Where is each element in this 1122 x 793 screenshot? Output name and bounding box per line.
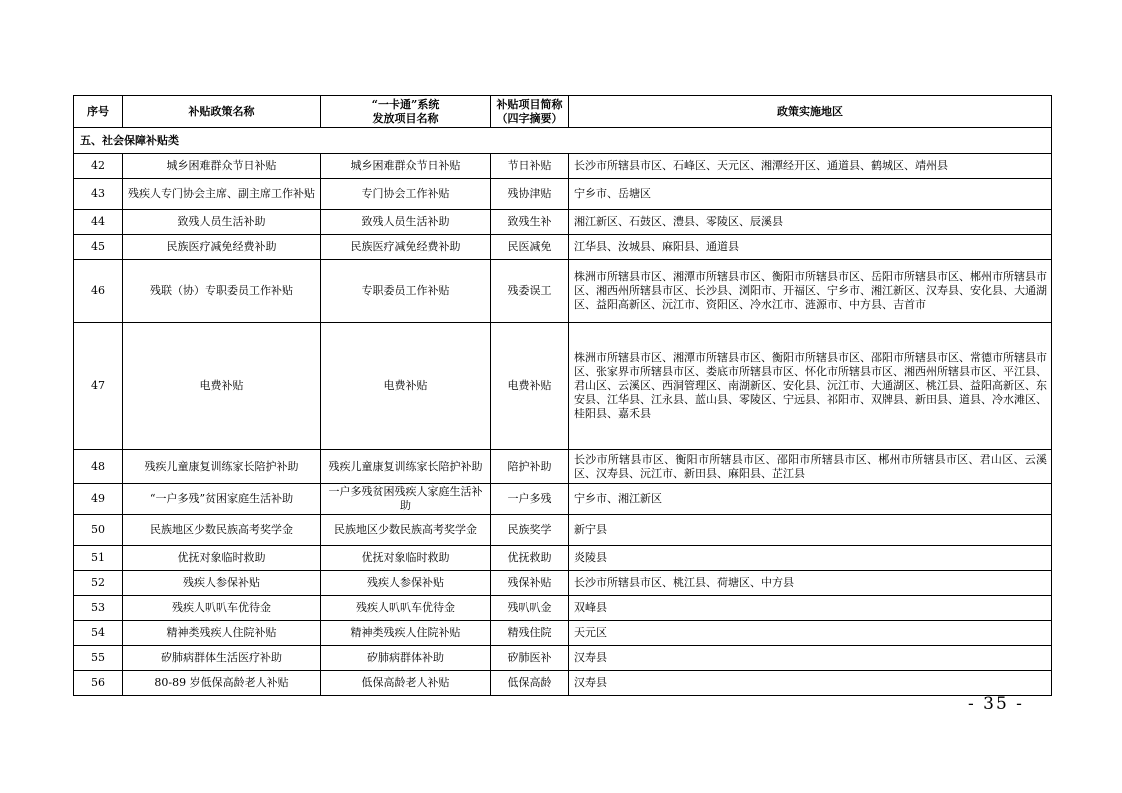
implementation-area: 宁乡市、湘江新区 (569, 484, 1052, 515)
row-number: 50 (74, 515, 123, 546)
header-item-line1: “一卡通”系统 (371, 97, 440, 111)
item-abbreviation: 残保补贴 (491, 571, 569, 596)
header-area: 政策实施地区 (569, 96, 1052, 128)
policy-name: 矽肺病群体生活医疗补助 (123, 646, 321, 671)
row-number: 52 (74, 571, 123, 596)
implementation-area: 宁乡市、岳塘区 (569, 179, 1052, 210)
system-item-name: 低保高龄老人补贴 (321, 671, 491, 696)
table-row (74, 235, 1052, 260)
header-item-line2: 发放项目名称 (372, 111, 439, 125)
item-abbreviation: 民族奖学 (491, 515, 569, 546)
policy-name: 残疾儿童康复训练家长陪护补助 (123, 450, 321, 484)
header-row (74, 96, 1052, 128)
header-no: 序号 (74, 96, 123, 128)
implementation-area: 江华县、汝城县、麻阳县、通道县 (569, 235, 1052, 260)
table-row (74, 646, 1052, 671)
header-abbr-line2: （四字摘要） (496, 111, 563, 125)
table-row (74, 621, 1052, 646)
policy-name: 残联（协）专职委员工作补贴 (123, 260, 321, 323)
implementation-area: 长沙市所辖县市区、衡阳市所辖县市区、邵阳市所辖县市区、郴州市所辖县市区、君山区、云溪区、汉寿县、沅江市、新田县、麻阳县、芷江县 (569, 450, 1052, 484)
implementation-area: 天元区 (569, 621, 1052, 646)
system-item-name: 残疾人参保补贴 (321, 571, 491, 596)
item-abbreviation: 一户多残 (491, 484, 569, 515)
item-abbreviation: 低保高龄 (491, 671, 569, 696)
section-row (74, 128, 1052, 154)
row-number: 44 (74, 210, 123, 235)
row-number: 51 (74, 546, 123, 571)
policy-name: 民族医疗减免经费补助 (123, 235, 321, 260)
header-abbr (491, 96, 569, 128)
policy-name: 残疾人叭叭车优待金 (123, 596, 321, 621)
table-row (74, 179, 1052, 210)
table-row (74, 323, 1052, 450)
table-row (74, 154, 1052, 179)
row-number: 49 (74, 484, 123, 515)
page-number: - 35 - (968, 694, 1024, 714)
item-abbreviation: 残叭叭金 (491, 596, 569, 621)
system-item-name: 残疾儿童康复训练家长陪护补助 (321, 450, 491, 484)
header-abbr-line1: 补贴项目简称 (496, 97, 563, 111)
implementation-area: 湘江新区、石鼓区、澧县、零陵区、辰溪县 (569, 210, 1052, 235)
policy-name: 城乡困难群众节日补贴 (123, 154, 321, 179)
row-number: 48 (74, 450, 123, 484)
system-item-name: 矽肺病群体补助 (321, 646, 491, 671)
row-number: 54 (74, 621, 123, 646)
row-number: 46 (74, 260, 123, 323)
system-item-name: 民族医疗减免经费补助 (321, 235, 491, 260)
policy-name: 残疾人参保补贴 (123, 571, 321, 596)
policy-name: 民族地区少数民族高考奖学金 (123, 515, 321, 546)
policy-name: “一户多残”贫困家庭生活补助 (123, 484, 321, 515)
policy-name: 80-89 岁低保高龄老人补贴 (123, 671, 321, 696)
item-abbreviation: 矽肺医补 (491, 646, 569, 671)
table-row (74, 671, 1052, 696)
system-item-name: 精神类残疾人住院补贴 (321, 621, 491, 646)
policy-name: 优抚对象临时救助 (123, 546, 321, 571)
header-policy: 补贴政策名称 (123, 96, 321, 128)
section-title: 五、社会保障补贴类 (74, 128, 1052, 154)
table-row (74, 260, 1052, 323)
header-item (321, 96, 491, 128)
row-number: 56 (74, 671, 123, 696)
system-item-name: 优抚对象临时救助 (321, 546, 491, 571)
subsidy-table (73, 95, 1052, 696)
implementation-area: 新宁县 (569, 515, 1052, 546)
row-number: 45 (74, 235, 123, 260)
table-row (74, 596, 1052, 621)
policy-name: 电费补贴 (123, 323, 321, 450)
system-item-name: 残疾人叭叭车优待金 (321, 596, 491, 621)
system-item-name: 城乡困难群众节日补贴 (321, 154, 491, 179)
row-number: 43 (74, 179, 123, 210)
implementation-area: 长沙市所辖县市区、桃江县、荷塘区、中方县 (569, 571, 1052, 596)
implementation-area: 株洲市所辖县市区、湘潭市所辖县市区、衡阳市所辖县市区、邵阳市所辖县市区、常德市所辖县市区、张家界市所辖县市区、娄底市所辖县市区、怀化市所辖县市区、湘西州所辖县市区、平江县、君山区、云溪区、西洞管理区、南湖新区、安化县、沅江市、大通湖区、桃江县、益阳高新区、东安县、江华县、江永县、蓝山县、零陵区、宁远县、祁阳市、双牌县、新田县、道县、冷水滩区、桂阳县、嘉禾县 (569, 323, 1052, 450)
table-row (74, 210, 1052, 235)
item-abbreviation: 陪护补助 (491, 450, 569, 484)
table-row (74, 515, 1052, 546)
item-abbreviation: 电费补贴 (491, 323, 569, 450)
item-abbreviation: 优抚救助 (491, 546, 569, 571)
implementation-area: 炎陵县 (569, 546, 1052, 571)
implementation-area: 汉寿县 (569, 646, 1052, 671)
row-number: 42 (74, 154, 123, 179)
implementation-area: 株洲市所辖县市区、湘潭市所辖县市区、衡阳市所辖县市区、岳阳市所辖县市区、郴州市所辖县市区、湘西州所辖县市区、长沙县、浏阳市、开福区、宁乡市、湘江新区、汉寿县、安化县、大通湖区、益阳高新区、沅江市、资阳区、冷水江市、涟源市、中方县、吉首市 (569, 260, 1052, 323)
policy-name: 残疾人专门协会主席、副主席工作补贴 (123, 179, 321, 210)
system-item-name: 民族地区少数民族高考奖学金 (321, 515, 491, 546)
policy-name: 精神类残疾人住院补贴 (123, 621, 321, 646)
system-item-name: 一户多残贫困残疾人家庭生活补助 (321, 484, 491, 515)
item-abbreviation: 民医减免 (491, 235, 569, 260)
item-abbreviation: 残委误工 (491, 260, 569, 323)
table-row (74, 546, 1052, 571)
item-abbreviation: 致残生补 (491, 210, 569, 235)
system-item-name: 专门协会工作补贴 (321, 179, 491, 210)
table-row (74, 571, 1052, 596)
system-item-name: 专职委员工作补贴 (321, 260, 491, 323)
system-item-name: 致残人员生活补助 (321, 210, 491, 235)
row-number: 47 (74, 323, 123, 450)
implementation-area: 汉寿县 (569, 671, 1052, 696)
system-item-name: 电费补贴 (321, 323, 491, 450)
item-abbreviation: 节日补贴 (491, 154, 569, 179)
item-abbreviation: 残协津贴 (491, 179, 569, 210)
implementation-area: 双峰县 (569, 596, 1052, 621)
table-row (74, 450, 1052, 484)
table-row (74, 484, 1052, 515)
row-number: 55 (74, 646, 123, 671)
row-number: 53 (74, 596, 123, 621)
implementation-area: 长沙市所辖县市区、石峰区、天元区、湘潭经开区、通道县、鹤城区、靖州县 (569, 154, 1052, 179)
item-abbreviation: 精残住院 (491, 621, 569, 646)
policy-name: 致残人员生活补助 (123, 210, 321, 235)
